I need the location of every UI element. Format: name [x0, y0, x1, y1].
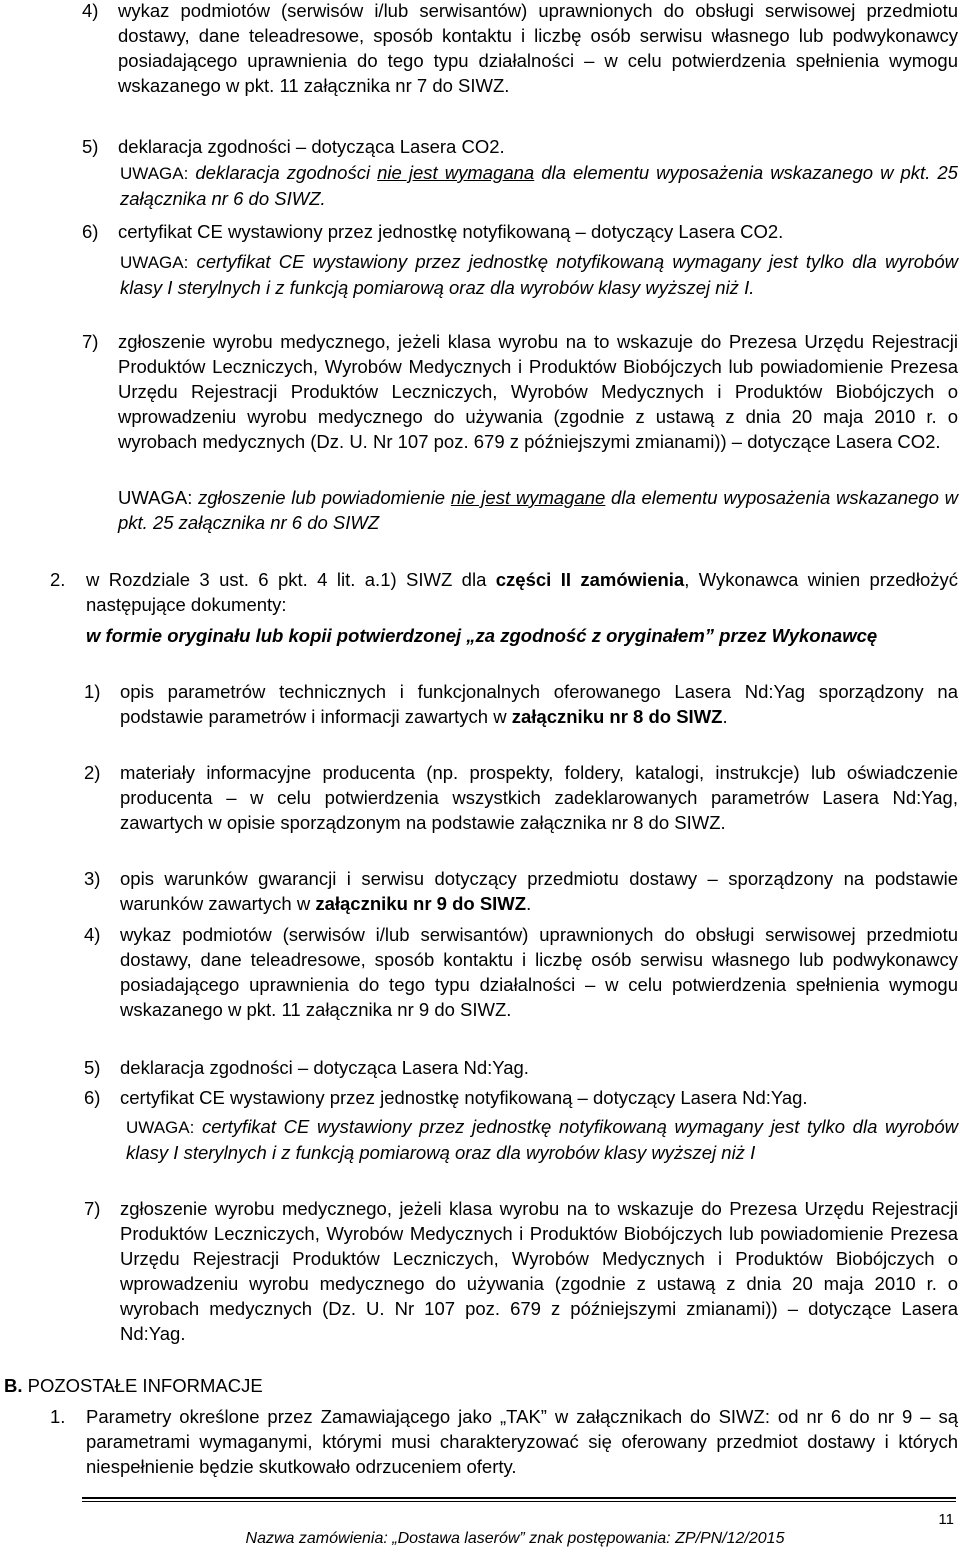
page-number: 11	[938, 1511, 954, 1528]
point-2-item-7	[84, 1196, 958, 1346]
point-2-item-6	[84, 1085, 958, 1110]
item-number: 2)	[84, 762, 101, 783]
item-text: deklaracja zgodności – dotycząca Lasera CO2.	[118, 136, 505, 157]
note-text: deklaracja zgodności	[188, 162, 378, 183]
item-number: 3)	[84, 868, 101, 889]
item-number: 4)	[84, 924, 101, 945]
item-text: wykaz podmiotów (serwisów i/lub serwisantów) uprawnionych do obsługi serwisowej przedmiotu dostawy, dane teleadresowe, sposób kontaktu i liczbę osób serwisu własnego lub podwykonawcy posiadającego uprawnienia do tego typu działalności – w celu potwierdzenia spełnienia wymogu wskazanego w pkt. 11 załącznika nr 9 do SIWZ.	[120, 924, 958, 1020]
item-number: 4)	[82, 0, 99, 21]
note-item-5	[120, 160, 958, 211]
item-number: 5)	[84, 1057, 101, 1078]
item-text: .	[722, 706, 728, 727]
section-letter: B.	[4, 1375, 23, 1396]
item-text: opis parametrów technicznych i funkcjonalnych oferowanego Lasera Nd:Yag sporządzony na podstawie parametrów i informacji zawartych w	[120, 681, 958, 727]
note-label: UWAGA:	[118, 487, 193, 508]
item-text: deklaracja zgodności – dotycząca Lasera Nd:Yag.	[120, 1057, 529, 1078]
point-2-item-4	[84, 922, 958, 1022]
note-text: zgłoszenie lub powiadomienie	[192, 487, 451, 508]
item-number: 6)	[84, 1087, 101, 1108]
item-text: certyfikat CE wystawiony przez jednostkę notyfikowaną – dotyczący Lasera Nd:Yag.	[120, 1087, 808, 1108]
item-text: wykaz podmiotów (serwisów i/lub serwisantów) uprawnionych do obsługi serwisowej przedmiotu dostawy, dane teleadresowe, sposób kontaktu i liczbę osób serwisu własnego lub podwykonawcy posiadającego uprawnienia do tego typu działalności – w celu potwierdzenia spełnienia wymogu wskazanego w pkt. 11 załącznika nr 7 do SIWZ.	[118, 0, 958, 96]
item-text: materiały informacyjne producenta (np. prospekty, foldery, katalogi, instrukcje) lub oświadczenie producenta – w celu potwierdzenia wszystkich zadeklarowanych parametrów Lasera Nd:Yag, zawartych w opisie sporządzonym na podstawie załącznika nr 8 do SIWZ.	[120, 762, 958, 833]
footer-text: Nazwa zamówienia: „Dostawa laserów” znak postępowania: ZP/PN/12/2015	[245, 1530, 785, 1547]
footer-divider-thin	[82, 1501, 956, 1502]
section-title: POZOSTAŁE INFORMACJE	[27, 1375, 263, 1396]
note-label: UWAGA:	[120, 253, 189, 272]
list-item-4	[82, 0, 958, 98]
point-number: 2.	[50, 569, 66, 590]
note-item-6	[120, 249, 958, 300]
note-text: dla elementu wyposażenia wskazanego w pkt. 25 załącznika nr 6 do SIWZ	[118, 487, 958, 533]
note-text: certyfikat CE wystawiony przez jednostkę notyfikowaną wymagany jest tylko dla wyrobów klasy I sterylnych i z funkcją pomiarową oraz dla wyrobów klasy wyższej niż I	[126, 1116, 958, 1163]
item-number: 7)	[82, 331, 99, 352]
note-underlined: nie jest wymagane	[450, 487, 606, 508]
note-text: certyfikat CE wystawiony przez jednostkę notyfikowaną wymagany jest tylko dla wyrobów klasy I sterylnych i z funkcją pomiarową oraz dla wyrobów klasy wyższej niż I.	[120, 251, 958, 298]
point-text: w Rozdziale 3 ust. 6 pkt. 4 lit. a.1) SIWZ dla	[86, 569, 496, 590]
item-bold: załączniku nr 8 do SIWZ	[511, 706, 723, 727]
item-text: certyfikat CE wystawiony przez jednostkę notyfikowaną – dotyczący Lasera CO2.	[118, 221, 784, 242]
item-number: 7)	[84, 1198, 101, 1219]
point-2-item-5	[84, 1055, 958, 1080]
point-bold: części II zamówienia	[495, 569, 685, 590]
point-2-item-3	[84, 866, 958, 916]
item-number: 1.	[50, 1406, 66, 1427]
item-bold: załączniku nr 9 do SIWZ	[315, 893, 527, 914]
list-item-6	[82, 219, 958, 244]
item-text: Parametry określone przez Zamawiającego jako „TAK” w załącznikach do SIWZ: od nr 6 do nr 9 – są parametrami wymaganymi, którymi musi charakteryzować się oferowany przedmiot dostawy i których niespełnienie będzie skutkowało odrzuceniem oferty.	[86, 1406, 958, 1477]
item-number: 6)	[82, 221, 99, 242]
list-item-7	[82, 329, 958, 454]
note-underlined: nie jest wymagana	[377, 162, 535, 183]
item-number: 1)	[84, 681, 101, 702]
section-b-item-1	[50, 1404, 958, 1479]
point-2-subheading: w formie oryginału lub kopii potwierdzonej „za zgodność z oryginałem” przez Wykonawcę	[86, 625, 878, 646]
section-b-heading	[4, 1373, 263, 1398]
item-text: .	[526, 893, 532, 914]
item-text: opis warunków gwarancji i serwisu dotyczący przedmiotu dostawy – sporządzony na podstawie warunków zawartych w	[120, 868, 958, 914]
point-2	[50, 567, 958, 617]
point-2-note-6	[126, 1114, 958, 1165]
note-label: UWAGA:	[120, 164, 189, 183]
note-item-7	[118, 485, 958, 535]
item-text: zgłoszenie wyrobu medycznego, jeżeli klasa wyrobu na to wskazuje do Prezesa Urzędu Rejestracji Produktów Leczniczych, Wyrobów Medycznych i Produktów Biobójczych lub powiadomienie Prezesa Urzędu Rejestracji Produktów Leczniczych, Wyrobów Medycznych i Produktów Biobójczych o wprowadzeniu wyrobu medycznego do używania (zgodnie z ustawą z dnia 20 maja 2010 r. o wyrobach medycznych (Dz. U. Nr 107 poz. 679 z późniejszymi zmianami)) – dotyczące Lasera CO2.	[118, 331, 958, 452]
point-2-item-2	[84, 760, 958, 835]
list-item-5	[82, 134, 958, 159]
point-2-item-1	[84, 679, 958, 729]
note-label: UWAGA:	[126, 1118, 195, 1137]
note-text: dla elementu wyposażenia wskazanego w pkt. 25 załącznika nr 6 do SIWZ.	[120, 162, 958, 209]
footer-divider	[82, 1497, 956, 1499]
item-text: zgłoszenie wyrobu medycznego, jeżeli klasa wyrobu na to wskazuje do Prezesa Urzędu Rejestracji Produktów Leczniczych, Wyrobów Medycznych i Produktów Biobójczych lub powiadomienie Prezesa Urzędu Rejestracji Produktów Leczniczych, Wyrobów Medycznych i Produktów Biobójczych o wprowadzeniu wyrobu medycznego do używania (zgodnie z ustawą z dnia 20 maja 2010 r. o wyrobach medycznych (Dz. U. Nr 107 poz. 679 z późniejszymi zmianami)) – dotyczące Lasera Nd:Yag.	[120, 1198, 958, 1344]
point-text: , Wykonawca winien przedłożyć następujące dokumenty:	[86, 569, 958, 615]
item-number: 5)	[82, 136, 99, 157]
